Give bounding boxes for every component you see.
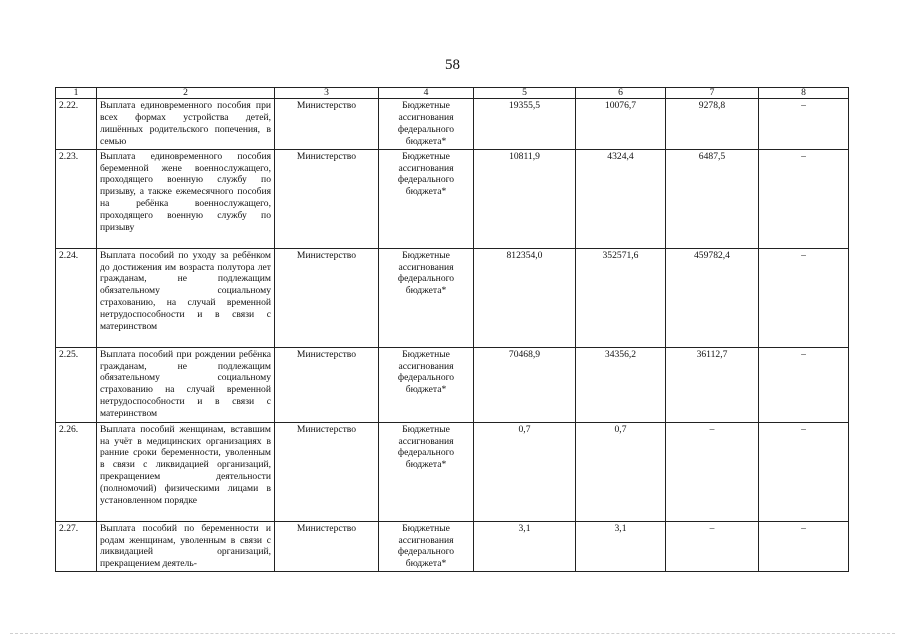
row-number: 2.27. [56,521,97,572]
table-row [56,99,849,150]
header-col-2: 2 [97,88,275,99]
measure-name: Выплата пособий при рождении ребёнка гражданам, не подлежащим обязательному социальному страхованию на случай временной нетрудоспособности и в связи с материнством [97,347,275,422]
table-row [56,347,849,422]
funding-source: Бюджетные ассигнования федерального бюджета* [379,347,474,422]
value-col-7: – [666,521,759,572]
value-col-7: 459782,4 [666,248,759,347]
table-row [56,422,849,521]
value-col-5: 3,1 [474,521,576,572]
header-col-1: 1 [56,88,97,99]
value-col-5: 19355,5 [474,99,576,150]
value-col-5: 812354,0 [474,248,576,347]
value-col-6: 4324,4 [576,149,666,248]
row-number: 2.25. [56,347,97,422]
value-col-8: – [759,521,849,572]
row-number: 2.26. [56,422,97,521]
value-col-5: 10811,9 [474,149,576,248]
executor: Министерство [275,347,379,422]
value-col-6: 10076,7 [576,99,666,150]
funding-source: Бюджетные ассигнования федерального бюджета* [379,521,474,572]
value-col-7: 6487,5 [666,149,759,248]
funding-source: Бюджетные ассигнования федерального бюджета* [379,248,474,347]
executor: Министерство [275,521,379,572]
scan-edge-artifact [10,633,895,636]
value-col-5: 0,7 [474,422,576,521]
header-col-3: 3 [275,88,379,99]
value-col-8: – [759,99,849,150]
row-number: 2.22. [56,99,97,150]
measure-name: Выплата пособий по уходу за ребёнком до достижения им возраста полутора лет гражданам, не подлежащим обязательному социальному страхованию, на случай временной нетрудоспособности и в связи с материнством [97,248,275,347]
table-row [56,248,849,347]
measure-name: Выплата единовременного пособия беременной жене военнослужащего, проходящего военную службу по призыву, а также ежемесячного пособия на ребёнка военнослужащего, проходящего военную службу по призыву [97,149,275,248]
value-col-8: – [759,422,849,521]
measure-name: Выплата пособий по беременности и родам женщинам, уволенным в связи с ликвидацией организаций, прекращением деятель- [97,521,275,572]
value-col-7: 36112,7 [666,347,759,422]
executor: Министерство [275,422,379,521]
measure-name: Выплата единовременного пособия при всех формах устройства детей, лишённых родительского попечения, в семью [97,99,275,150]
table-row [56,521,849,572]
table-row [56,149,849,248]
page-number: 58 [445,57,460,73]
header-col-7: 7 [666,88,759,99]
value-col-6: 352571,6 [576,248,666,347]
value-col-6: 0,7 [576,422,666,521]
budget-table [55,87,849,572]
row-number: 2.24. [56,248,97,347]
table-header [56,88,849,99]
header-col-6: 6 [576,88,666,99]
value-col-7: – [666,422,759,521]
funding-source: Бюджетные ассигнования федерального бюджета* [379,149,474,248]
header-col-8: 8 [759,88,849,99]
funding-source: Бюджетные ассигнования федерального бюджета* [379,422,474,521]
measure-name: Выплата пособий женщинам, вставшим на учёт в медицинских организациях в ранние сроки беременности, уволенным в связи с ликвидацией организаций, прекращением деятельности (полномочий) физическими лицами в установленном порядке [97,422,275,521]
value-col-7: 9278,8 [666,99,759,150]
funding-source: Бюджетные ассигнования федерального бюджета* [379,99,474,150]
value-col-8: – [759,149,849,248]
value-col-8: – [759,347,849,422]
row-number: 2.23. [56,149,97,248]
value-col-5: 70468,9 [474,347,576,422]
value-col-8: – [759,248,849,347]
executor: Министерство [275,149,379,248]
executor: Министерство [275,99,379,150]
header-col-5: 5 [474,88,576,99]
value-col-6: 34356,2 [576,347,666,422]
header-col-4: 4 [379,88,474,99]
value-col-6: 3,1 [576,521,666,572]
executor: Министерство [275,248,379,347]
